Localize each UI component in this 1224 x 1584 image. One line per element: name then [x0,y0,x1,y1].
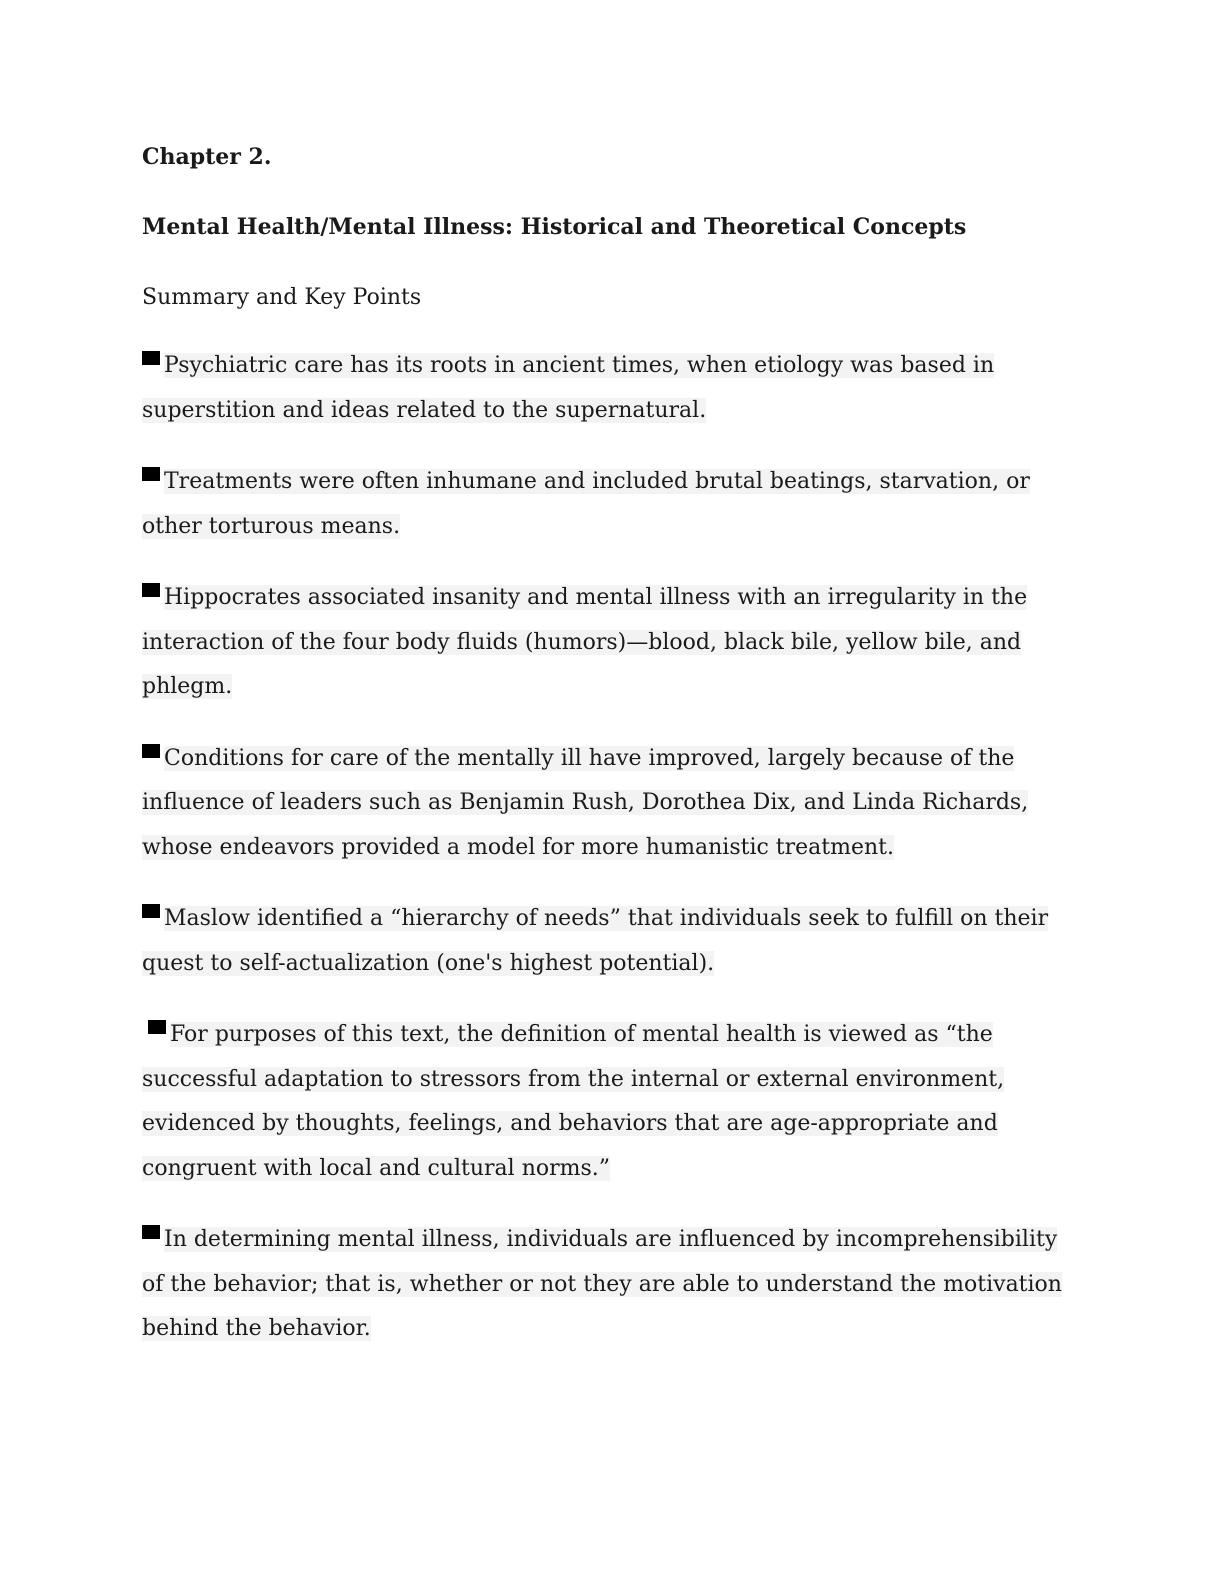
key-point-text: Hippocrates associated insanity and mental illness with an irregularity in the interaction of the four body fluids (humors)—blood, black bile, yellow bile, and phlegm. [142,585,1028,699]
key-point-text: Conditions for care of the mentally ill have improved, largely because of the influence of leaders such as Benjamin Rush, Dorothea Dix, and Linda Richards, whose endeavors provided a model for more humanistic treatment. [142,745,1029,860]
key-point [142,737,1082,871]
key-point [142,576,1082,710]
black-square-icon [142,467,160,481]
key-points-list [142,344,1082,1379]
key-point [142,897,1082,986]
key-point-text: For purposes of this text, the definition of mental health is viewed as “the successful adaptation to stressors from the internal or external environment, evidenced by thoughts, feelings, and behaviors that are age-appropriate and congruent with local and cultural norms.” [142,1022,1005,1181]
black-square-icon [142,904,160,918]
key-point [142,1218,1082,1352]
key-point [142,1013,1082,1191]
key-point-text: Treatments were often inhumane and included brutal beatings, starvation, or other torturous means. [142,469,1030,539]
black-square-icon [142,744,160,758]
black-square-icon [142,583,160,597]
key-point-text: Psychiatric care has its roots in ancient times, when etiology was based in superstition and ideas related to the supernatural. [142,353,995,423]
black-square-icon [142,1225,160,1239]
chapter-heading: Chapter 2. [142,144,272,170]
key-point-text: In determining mental illness, individuals are influenced by incomprehensibility of the behavior; that is, whether or not they are able to understand the motivation behind the behavior. [142,1227,1062,1341]
section-subtitle: Summary and Key Points [142,285,422,310]
black-square-icon [148,1020,166,1034]
chapter-title: Mental Health/Mental Illness: Historical and Theoretical Concepts [142,214,967,240]
key-point [142,460,1082,549]
key-point [142,344,1082,433]
black-square-icon [142,351,160,365]
key-point-text: Maslow identified a “hierarchy of needs” that individuals seek to fulfill on their quest to self-actualization (one's highest potential). [142,906,1049,976]
